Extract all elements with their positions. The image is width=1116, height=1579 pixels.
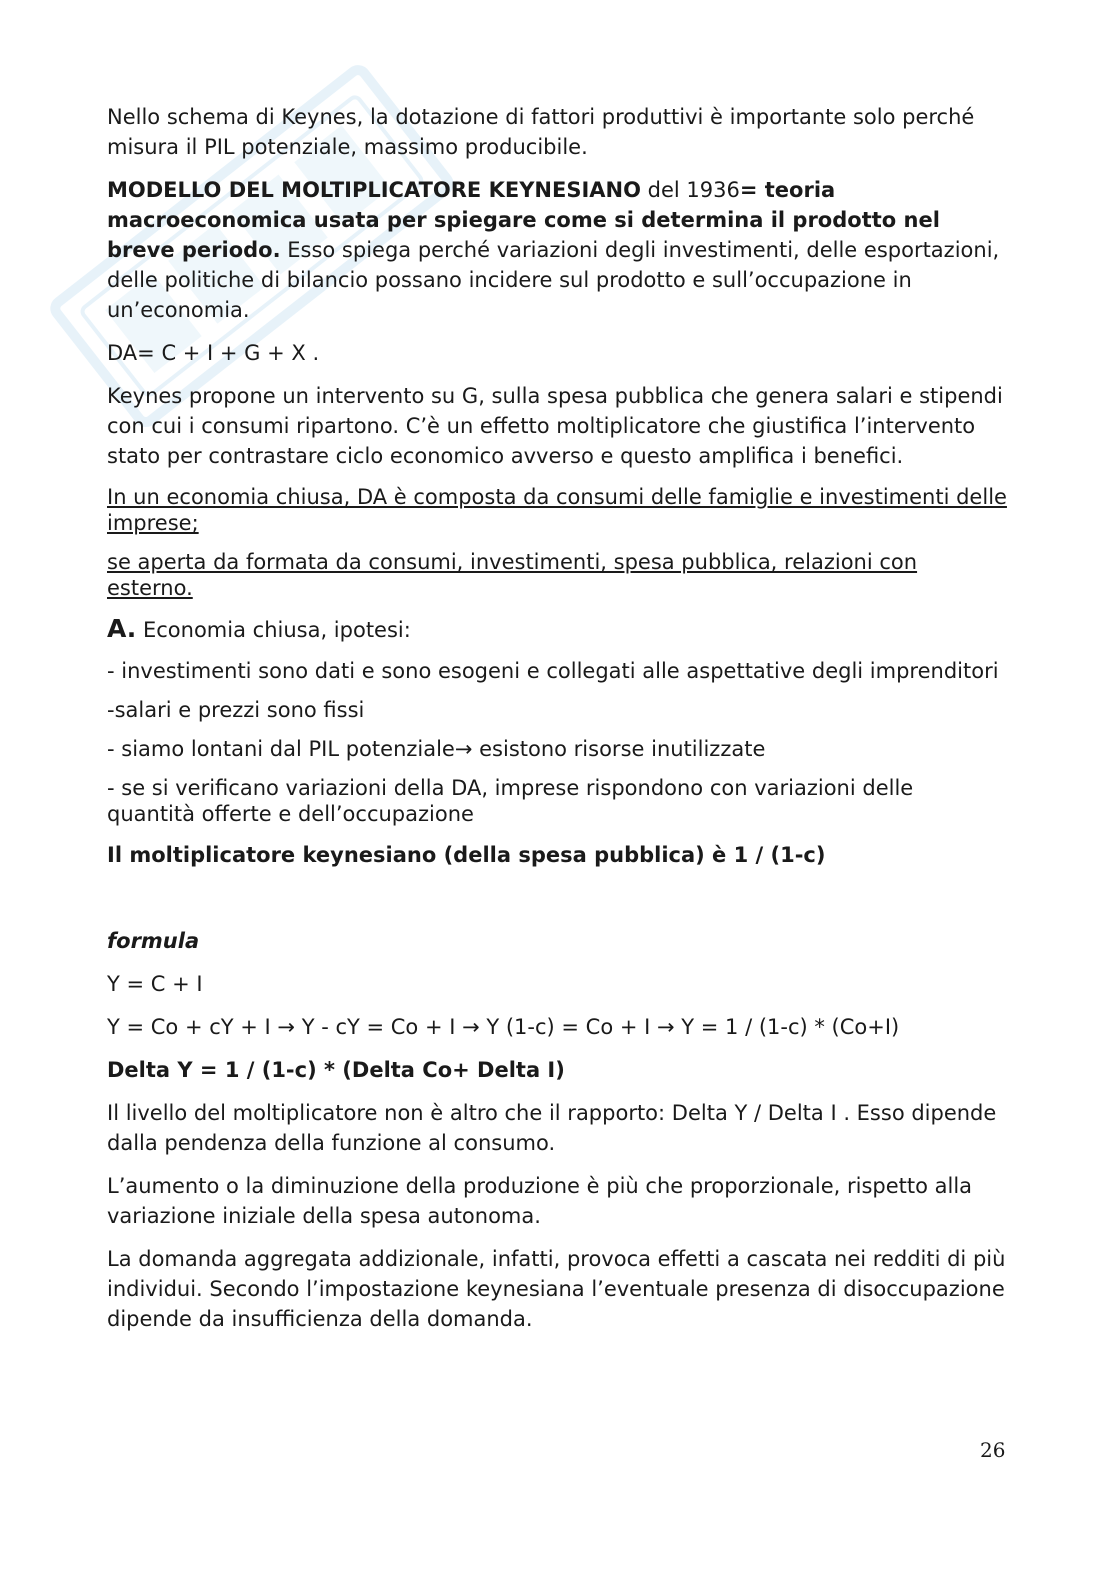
multiplier-statement: Il moltiplicatore keynesiano (della spesa pubblica) è 1 / (1-c) (107, 843, 826, 867)
hypothesis-item: - se si verificano variazioni della DA, imprese rispondono con variazioni delle quantità offerte e dell’occupazione (107, 776, 914, 826)
paragraph-multiplier-level: Il livello del moltiplicatore non è altro che il rapporto: Delta Y / Delta I . Esso dipende dalla pendenza della funzione al consumo. (107, 1101, 997, 1155)
section-a-heading (107, 614, 1007, 645)
paragraph-production-change: L’aumento o la diminuzione della produzione è più che proporzionale, rispetto alla variazione iniziale della spesa autonoma. (107, 1174, 973, 1228)
document-page (107, 102, 1007, 1347)
paragraph-closed-economy: In un economia chiusa, DA è composta da consumi delle famiglie e investimenti delle imprese; (107, 485, 1007, 535)
hypothesis-item: - siamo lontani dal PIL potenziale→ esistono risorse inutilizzate (107, 737, 766, 761)
paragraph-multiplier-model (107, 175, 1007, 325)
paragraph-keynes-proposal: Keynes propone un intervento su G, sulla spesa pubblica che genera salari e stipendi con cui i consumi ripartono. C’è un effetto moltiplicatore che giustifica l’intervento stato per contrastare ciclo economico avverso e questo amplifica i benefici. (107, 384, 1003, 468)
model-explanation: Esso spiega perché variazioni degli investimenti, delle esportazioni, delle politiche di bilancio possano incidere sul prodotto e sull’occupazione in un’economia. (107, 238, 1000, 322)
section-title: Economia chiusa, ipotesi: (136, 618, 411, 642)
model-year: del 1936 (640, 178, 740, 202)
equation-2: Y = Co + cY + I → Y - cY = Co + I → Y (1-c) = Co + I → Y = 1 / (1-c) * (Co+I) (107, 1015, 900, 1039)
hypothesis-item: -salari e prezzi sono fissi (107, 698, 365, 722)
model-heading: MODELLO DEL MOLTIPLICATORE KEYNESIANO (107, 178, 641, 202)
model-definition: = teoria macroeconomica usata per spiegare come si determina il prodotto nel breve periodo. (107, 178, 940, 262)
aggregate-demand-equation: DA= C + I + G + X . (107, 341, 320, 365)
page-number: 26 (980, 1438, 1006, 1462)
paragraph-open-economy: se aperta da formata da consumi, investimenti, spesa pubblica, relazioni con esterno. (107, 550, 918, 600)
equation-1: Y = C + I (107, 972, 203, 996)
hypothesis-item: - investimenti sono dati e sono esogeni e collegati alle aspettative degli imprenditori (107, 659, 999, 683)
paragraph-aggregate-demand: La domanda aggregata addizionale, infatti, provoca effetti a cascata nei redditi di più individui. Secondo l’impostazione keynesiana l’eventuale presenza di disoccupazione dipende da insufficienza della domanda. (107, 1247, 1006, 1331)
equation-3: Delta Y = 1 / (1-c) * (Delta Co+ Delta I) (107, 1058, 565, 1082)
paragraph-keynes-intro: Nello schema di Keynes, la dotazione di fattori produttivi è importante solo perché misura il PIL potenziale, massimo producibile. (107, 105, 975, 159)
formula-label: formula (107, 929, 200, 953)
section-letter: A. (107, 614, 137, 643)
